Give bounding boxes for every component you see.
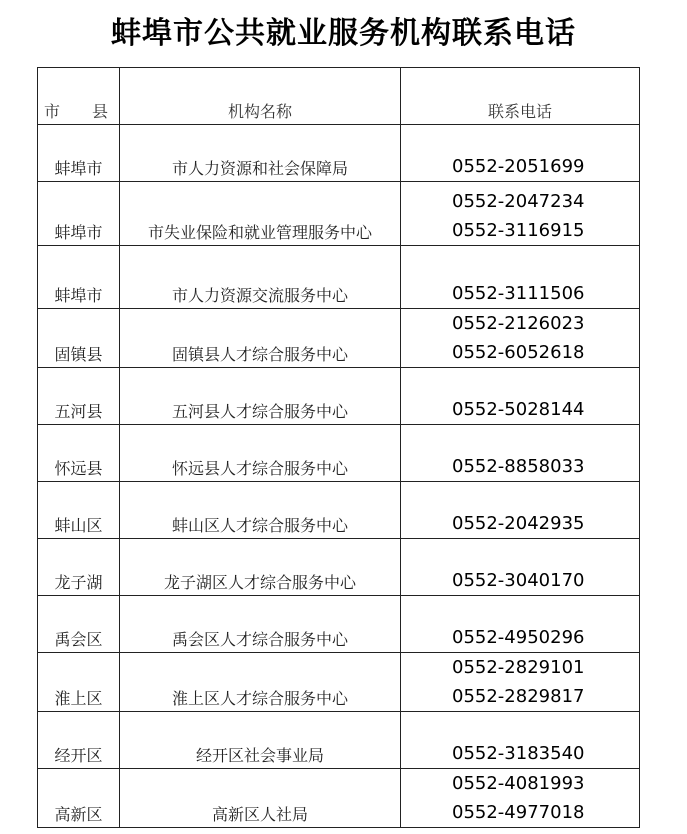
cell-phone — [401, 653, 640, 712]
phone-number: 0552-2829817 — [452, 686, 585, 707]
cell-city: 蚌埠市 — [38, 125, 120, 182]
cell-city: 龙子湖 — [38, 539, 120, 596]
cell-phone — [401, 125, 640, 182]
cell-phone — [401, 712, 640, 769]
cell-city: 怀远县 — [38, 425, 120, 482]
table-row — [38, 125, 640, 182]
cell-org-name: 五河县人才综合服务中心 — [120, 368, 401, 425]
phone-number: 0552-3111506 — [452, 283, 585, 304]
cell-org-name: 怀远县人才综合服务中心 — [120, 425, 401, 482]
table-row — [38, 482, 640, 539]
phone-number: 0552-4950296 — [452, 627, 585, 648]
cell-phone — [401, 769, 640, 828]
cell-city: 蚌山区 — [38, 482, 120, 539]
cell-phone — [401, 425, 640, 482]
cell-city: 蚌埠市 — [38, 246, 120, 309]
phone-number: 0552-3040170 — [452, 570, 585, 591]
phone-number: 0552-2047234 — [452, 191, 585, 212]
phone-number: 0552-3183540 — [452, 743, 585, 764]
phone-number: 0552-8858033 — [452, 456, 585, 477]
cell-org-name: 高新区人社局 — [120, 769, 401, 828]
cell-phone — [401, 246, 640, 309]
cell-org-name: 蚌山区人才综合服务中心 — [120, 482, 401, 539]
table-row — [38, 539, 640, 596]
cell-phone — [401, 539, 640, 596]
page-title: 蚌埠市公共就业服务机构联系电话 — [111, 16, 576, 51]
cell-city: 经开区 — [38, 712, 120, 769]
cell-city: 禹会区 — [38, 596, 120, 653]
header-name: 机构名称 — [120, 68, 401, 125]
phone-number: 0552-6052618 — [452, 342, 585, 363]
cell-phone — [401, 182, 640, 246]
phone-number: 0552-2042935 — [452, 513, 585, 534]
cell-city: 高新区 — [38, 769, 120, 828]
cell-org-name: 市人力资源和社会保障局 — [120, 125, 401, 182]
cell-org-name: 固镇县人才综合服务中心 — [120, 309, 401, 368]
phone-number: 0552-2126023 — [452, 313, 585, 334]
table-row — [38, 653, 640, 712]
cell-org-name: 龙子湖区人才综合服务中心 — [120, 539, 401, 596]
cell-city: 淮上区 — [38, 653, 120, 712]
table-header-row — [38, 68, 640, 125]
table-row — [38, 769, 640, 828]
header-phone: 联系电话 — [401, 68, 640, 125]
cell-city: 蚌埠市 — [38, 182, 120, 246]
table-row — [38, 182, 640, 246]
table-row — [38, 368, 640, 425]
cell-org-name: 市人力资源交流服务中心 — [120, 246, 401, 309]
header-city — [38, 68, 120, 125]
cell-phone — [401, 596, 640, 653]
cell-org-name: 经开区社会事业局 — [120, 712, 401, 769]
table-row — [38, 596, 640, 653]
phone-number: 0552-3116915 — [452, 220, 585, 241]
table-row — [38, 246, 640, 309]
cell-org-name: 禹会区人才综合服务中心 — [120, 596, 401, 653]
cell-city: 五河县 — [38, 368, 120, 425]
cell-org-name: 淮上区人才综合服务中心 — [120, 653, 401, 712]
cell-phone — [401, 368, 640, 425]
table-row — [38, 309, 640, 368]
phone-number: 0552-4081993 — [452, 773, 585, 794]
cell-phone — [401, 482, 640, 539]
cell-city: 固镇县 — [38, 309, 120, 368]
table-row — [38, 712, 640, 769]
phone-number: 0552-4977018 — [452, 802, 585, 823]
phone-number: 0552-5028144 — [452, 399, 585, 420]
cell-org-name: 市失业保险和就业管理服务中心 — [120, 182, 401, 246]
header-city-label: 市 县 — [44, 102, 109, 121]
contacts-table — [37, 67, 640, 828]
table-row — [38, 425, 640, 482]
phone-number: 0552-2051699 — [452, 156, 585, 177]
cell-phone — [401, 309, 640, 368]
phone-number: 0552-2829101 — [452, 657, 585, 678]
